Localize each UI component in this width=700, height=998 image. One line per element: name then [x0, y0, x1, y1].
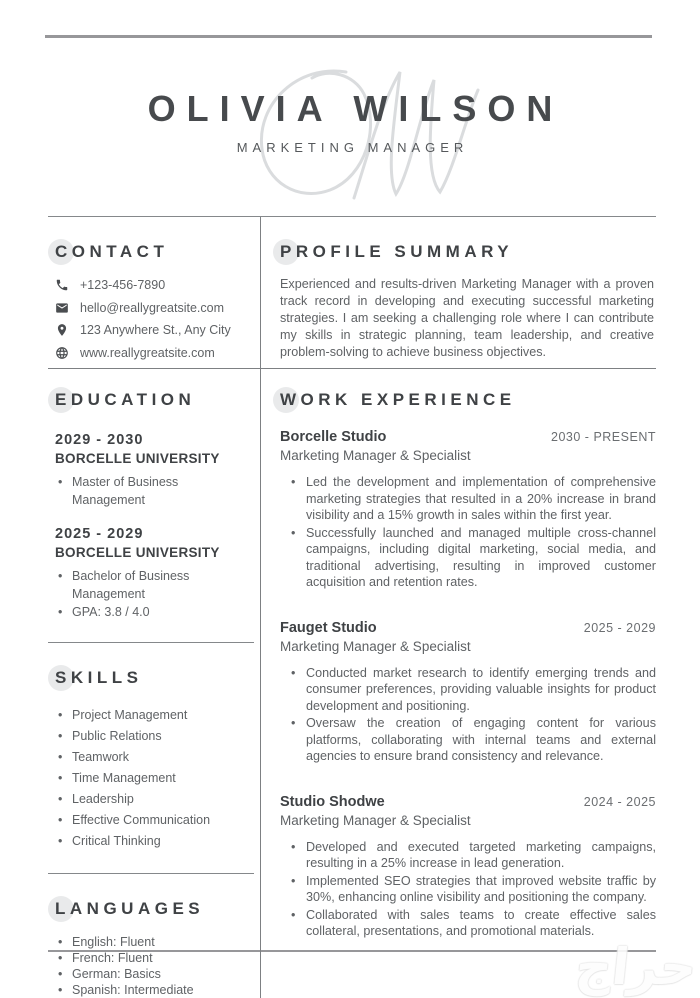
work-experience-heading: WORK EXPERIENCE	[280, 387, 516, 413]
skill-item: • Leadership	[55, 789, 246, 810]
job-entry	[280, 794, 656, 940]
job-header	[280, 620, 656, 636]
row-contact-profile	[48, 217, 656, 369]
skills-list	[55, 705, 246, 852]
website-url: www.reallygreatsite.com	[80, 345, 215, 360]
job-role: Marketing Manager & Specialist	[280, 638, 471, 654]
contact-list	[55, 278, 246, 360]
job-role: Marketing Manager & Specialist	[280, 812, 471, 828]
job-bullet: • Implemented SEO strategies that improved website traffic by 30%, enhancing online visibility and positioning the company.	[289, 873, 656, 906]
haraj-watermark: حراج	[572, 938, 700, 996]
skill-item: • Project Management	[55, 705, 246, 726]
contact-heading: CONTACT	[55, 239, 168, 265]
profile-summary-heading: PROFILE SUMMARY	[280, 239, 513, 265]
skill-item: • Teamwork	[55, 747, 246, 768]
skill-item: • Effective Communication	[55, 810, 246, 831]
job-entry	[280, 429, 656, 591]
person-job-title: MARKETING MANAGER	[236, 140, 469, 155]
job-company: Borcelle Studio	[280, 429, 387, 445]
email-icon	[55, 301, 69, 315]
top-divider	[45, 35, 652, 38]
contact-item-address	[55, 323, 246, 337]
person-name: OLIVIA WILSON	[147, 88, 564, 129]
job-bullet: • Successfully launched and managed multiple cross-channel campaigns, including digital marketing, social media, and traditional advertising, resulting in improved customer acquisition and retention rates.	[289, 525, 656, 591]
job-entry	[280, 620, 656, 765]
job-bullet: • Led the development and implementation of comprehensive marketing strategies that resulted in a 20% increase in brand visibility and a 15% growth in sales within the first year.	[289, 474, 656, 524]
job-bullet: • Collaborated with sales teams to create effective sales collateral, presentations, and promotional materials.	[289, 907, 656, 940]
job-bullet: • Developed and executed targeted marketing campaigns, resulting in a 25% increase in lead generation.	[289, 839, 656, 872]
skills-heading: SKILLS	[55, 665, 142, 691]
skill-item: • Critical Thinking	[55, 831, 246, 852]
job-dates: 2025 - 2029	[583, 620, 656, 635]
education-dates: 2029 - 2030	[55, 432, 144, 448]
contact-item-phone	[55, 278, 246, 292]
work-experience-section	[261, 369, 656, 998]
job-company: Fauget Studio	[280, 619, 377, 636]
job-role: Marketing Manager & Specialist	[280, 448, 471, 463]
globe-icon	[55, 346, 69, 360]
job-dates: 2024 - 2025	[583, 794, 656, 809]
languages-heading: LANGUAGES	[55, 896, 204, 922]
education-degree: • Master of Business Management	[55, 473, 246, 509]
language-item: • French: Fluent	[55, 950, 246, 966]
job-bullet-list	[280, 474, 656, 591]
street-address: 123 Anywhere St., Any City	[80, 323, 231, 337]
education-degree: • Bachelor of Business Management	[55, 567, 246, 603]
job-header	[280, 429, 656, 445]
languages-list	[55, 934, 246, 998]
section-divider	[48, 642, 254, 643]
phone-icon	[55, 278, 69, 292]
section-divider	[48, 873, 254, 874]
row-main	[48, 369, 656, 998]
job-bullet: • Oversaw the creation of engaging content for various platforms, collaborating with internal teams and external agencies to ensure brand consistency and relevance.	[289, 715, 656, 765]
script-monogram-icon	[228, 62, 500, 210]
contact-item-website	[55, 346, 246, 360]
job-bullet-list	[280, 839, 656, 940]
education-heading: EDUCATION	[55, 387, 195, 413]
profile-summary-section	[261, 217, 656, 368]
email-address: hello@reallygreatsite.com	[80, 300, 225, 315]
contact-item-email	[55, 301, 246, 315]
language-item: • English: Fluent	[55, 934, 246, 950]
education-entry	[55, 526, 246, 621]
job-company: Studio Shodwe	[280, 793, 385, 810]
skill-item: • Time Management	[55, 768, 246, 789]
language-item: • Spanish: Intermediate	[55, 982, 246, 998]
location-pin-icon	[55, 323, 69, 337]
phone-number: +123-456-7890	[80, 278, 166, 292]
profile-summary-text: Experienced and results-driven Marketing Manager with a proven track record in developing and executing successful marketing strategies. I am seeking a challenging role where I can contribute my skills in strategic planning, team leadership, and creative problem-solving to achieve business objectives.	[280, 277, 654, 359]
education-entry	[55, 432, 246, 509]
resume-header	[0, 60, 700, 210]
education-school: BORCELLE UNIVERSITY	[55, 545, 220, 560]
education-school: BORCELLE UNIVERSITY	[55, 451, 220, 466]
education-gpa: • GPA: 3.8 / 4.0	[55, 603, 246, 621]
job-dates: 2030 - PRESENT	[551, 430, 656, 444]
skill-item: • Public Relations	[55, 726, 246, 747]
education-dates: 2025 - 2029	[55, 526, 144, 542]
job-bullet-list	[280, 665, 656, 765]
left-column	[48, 369, 261, 998]
contact-section	[48, 217, 261, 368]
language-item: • German: Basics	[55, 966, 246, 982]
job-bullet: • Conducted market research to identify emerging trends and consumer preferences, providing valuable insights for product development and positioning.	[289, 665, 656, 715]
job-header	[280, 794, 656, 810]
education-degree-list	[55, 567, 246, 621]
education-degree-list	[55, 473, 246, 509]
